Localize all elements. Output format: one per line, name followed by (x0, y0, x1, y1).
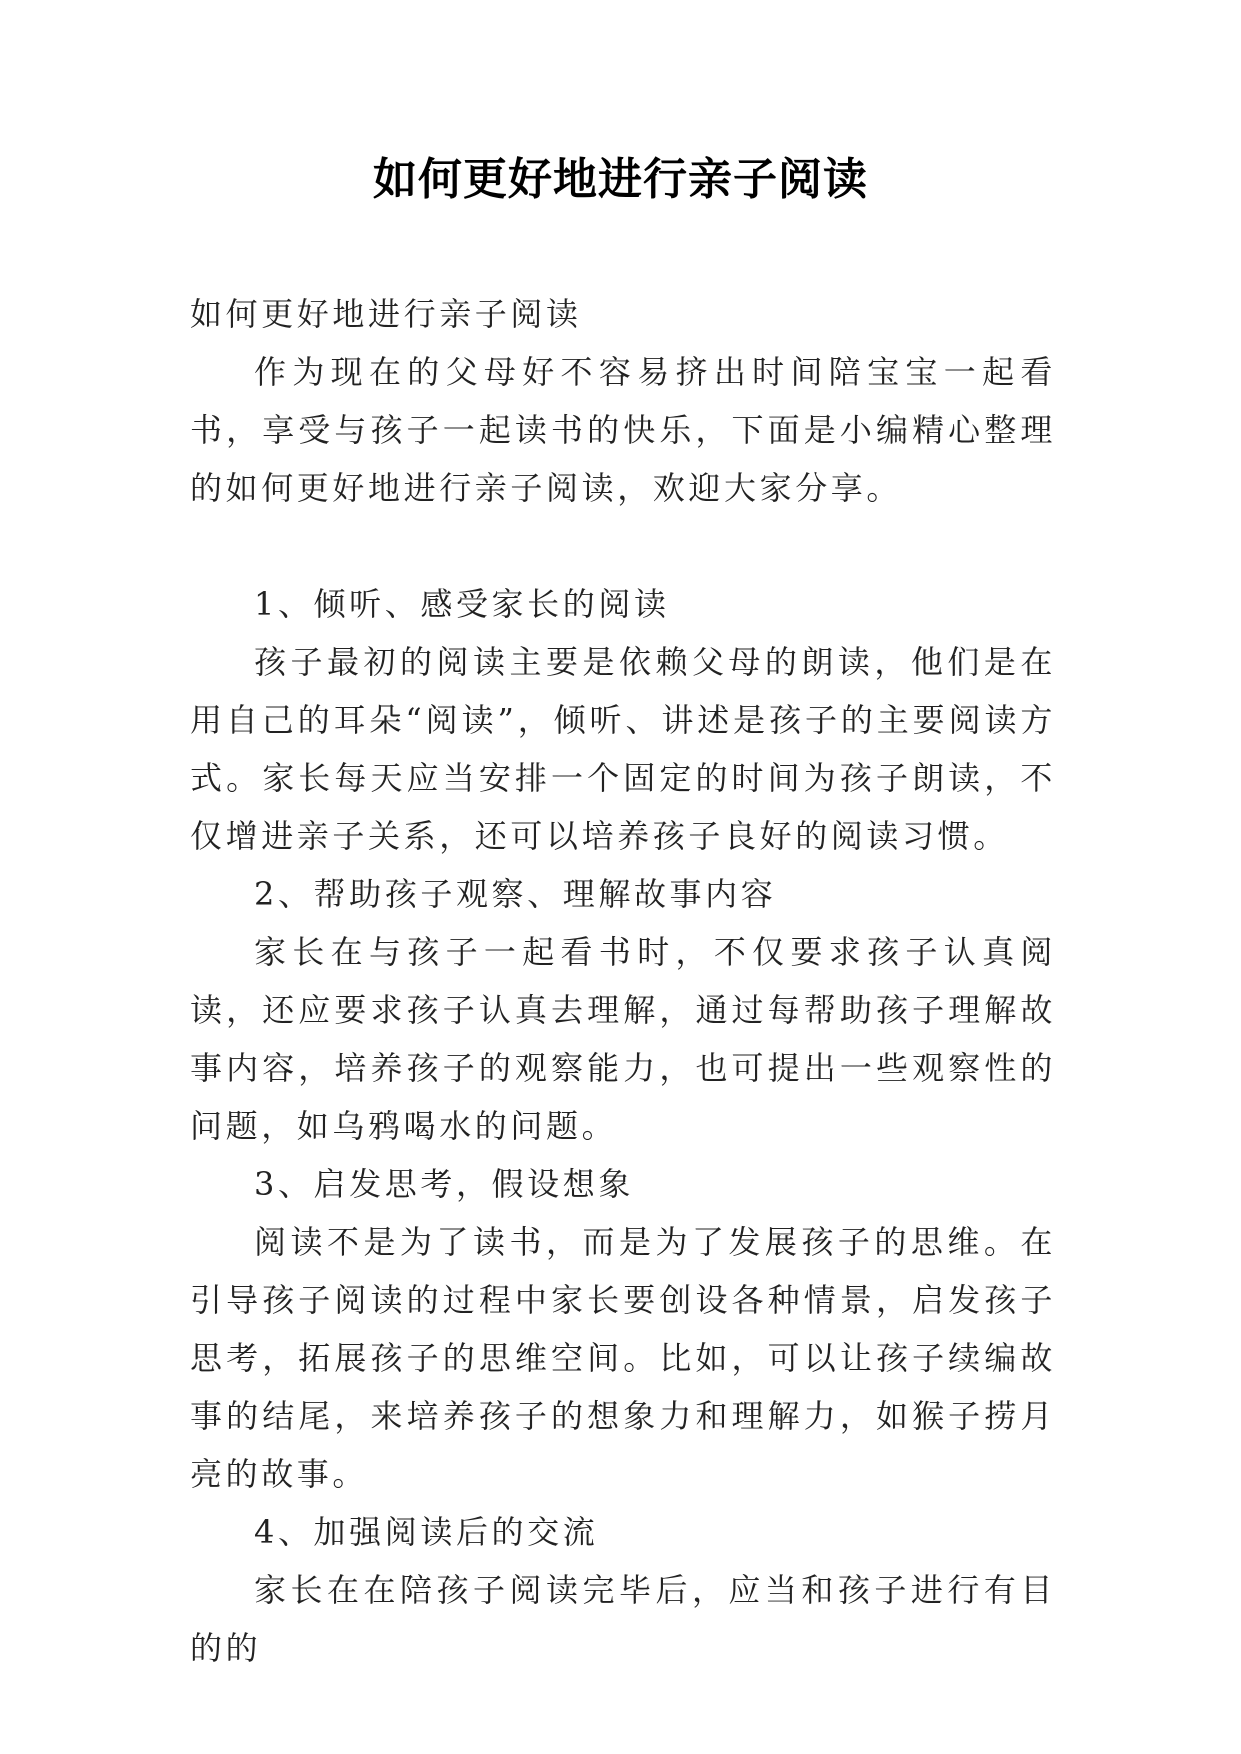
intro-paragraph: 作为现在的父母好不容易挤出时间陪宝宝一起看书，享受与孩子一起读书的快乐，下面是小编精心整理的如何更好地进行亲子阅读，欢迎大家分享。 (190, 353, 1056, 507)
document-title: 如何更好地进行亲子阅读 (373, 154, 868, 205)
section-paragraph-2: 家长在与孩子一起看书时，不仅要求孩子认真阅读，还应要求孩子认真去理解，通过每帮助孩子理解故事内容，培养孩子的观察能力，也可提出一些观察性的问题，如乌鸦喝水的问题。 (190, 933, 1056, 1145)
section-paragraph-1: 孩子最初的阅读主要是依赖父母的朗读，他们是在用自己的耳朵“阅读”，倾听、讲述是孩子的主要阅读方式。家长每天应当安排一个固定的时间为孩子朗读，不仅增进亲子关系，还可以培养孩子良好的阅读习惯。 (190, 643, 1056, 855)
paragraph-gap (190, 517, 1056, 575)
section-paragraph-4: 家长在在陪孩子阅读完毕后，应当和孩子进行有目的的 (190, 1571, 1056, 1667)
section-heading-4: 4、加强阅读后的交流 (254, 1513, 599, 1551)
section-heading-1: 1、倾听、感受家长的阅读 (254, 585, 670, 623)
document-subtitle: 如何更好地进行亲子阅读 (190, 295, 582, 333)
section-heading-2: 2、帮助孩子观察、理解故事内容 (254, 875, 777, 913)
document-body (190, 285, 1056, 1677)
section-heading-3: 3、启发思考，假设想象 (254, 1165, 634, 1203)
section-paragraph-3: 阅读不是为了读书，而是为了发展孩子的思维。在引导孩子阅读的过程中家长要创设各种情景，启发孩子思考，拓展孩子的思维空间。比如，可以让孩子续编故事的结尾，来培养孩子的想象力和理解力，如猴子捞月亮的故事。 (190, 1223, 1056, 1493)
